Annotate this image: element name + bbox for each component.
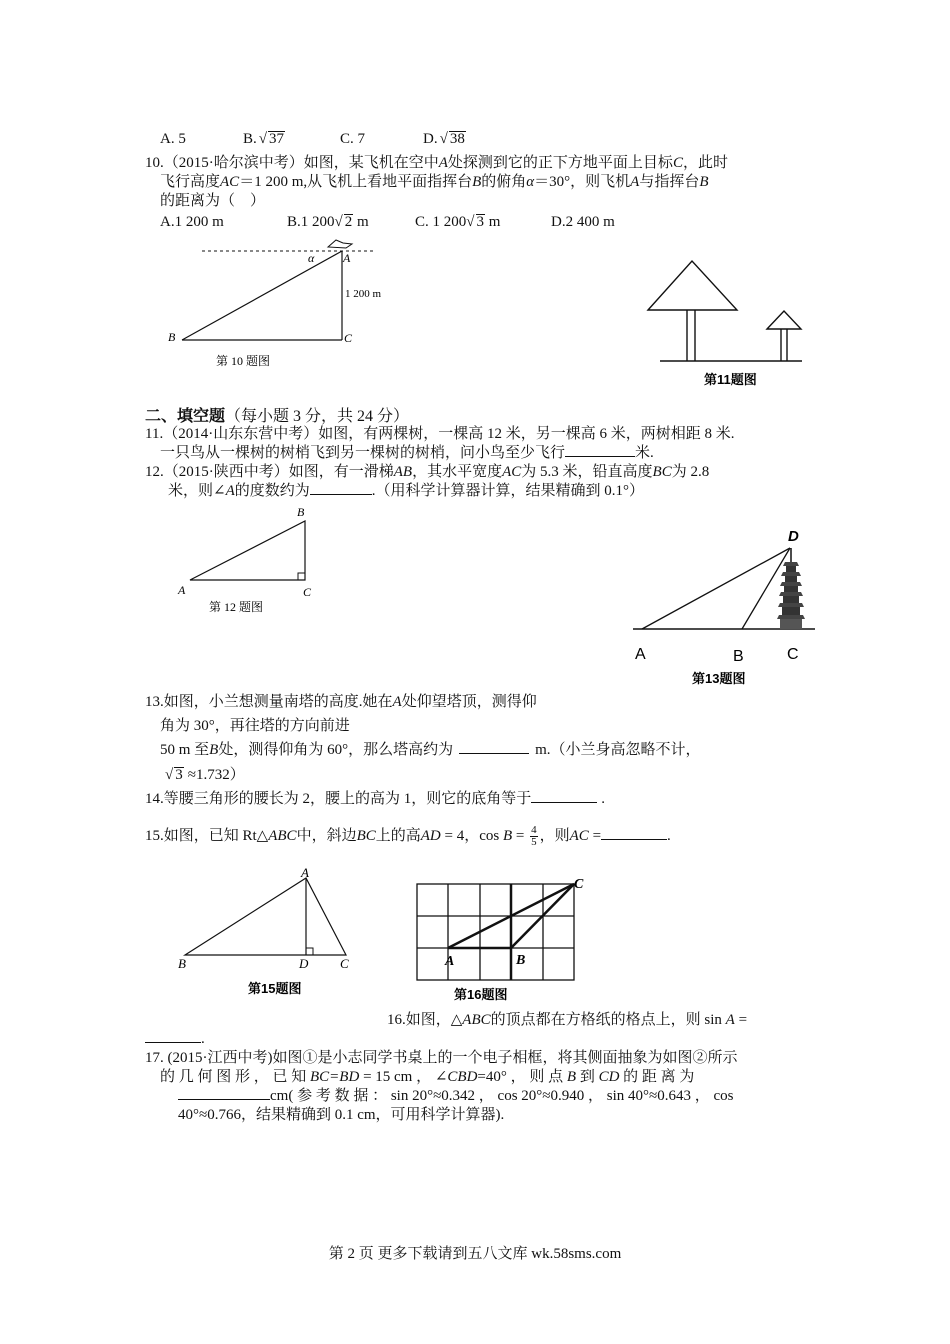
fig13-label-c: C <box>787 646 799 663</box>
fig10-height-label: 1 200 m <box>345 288 382 300</box>
figure-15 <box>175 866 360 1001</box>
q10-option-d: D.2 400 m <box>551 214 615 230</box>
figure-10 <box>160 235 400 375</box>
q9-option-c: C. 7 <box>340 131 366 147</box>
q13-line4: √ 3 ≈1.732） <box>165 767 245 783</box>
fig13-label-d: D <box>788 528 799 545</box>
figure-11 <box>640 255 810 390</box>
figure-16 <box>410 872 595 1007</box>
fig16-caption: 第16题图 <box>454 987 508 1002</box>
fig11-short-tree-crown <box>767 311 801 329</box>
q11-line1: 11.（2014·山东东营中考）如图，有两棵树，一棵高 12 米，另一棵高 6 米，两树相距 8 米. <box>145 426 735 442</box>
q10-option-a: A.1 200 m <box>160 214 224 230</box>
pagoda-icon <box>777 548 805 629</box>
fig12-right-angle-mark <box>298 573 305 580</box>
section-2-heading: 二、填空题（每小题 3 分，共 24 分） <box>145 406 410 425</box>
fig13-caption: 第13题图 <box>692 671 746 686</box>
fig15-right-angle-mark <box>306 948 313 955</box>
q10-option-b: B.1 200√ 2 m <box>287 214 369 230</box>
q17-line4: 40°≈0.766，结果精确到 0.1 cm，可用科学计算器). <box>178 1107 505 1123</box>
q13-line2: 角为 30°，再往塔的方向前进 <box>160 718 350 734</box>
fig16-label-a: A <box>445 954 455 969</box>
fig15-label-c: C <box>340 956 349 971</box>
fig12-label-b: B <box>297 505 305 519</box>
fig12-label-c: C <box>303 585 312 599</box>
q10-line1: 10.（2015·哈尔滨中考）如图，某飞机在空中A处探测到它的正下方地平面上目标C，此时 <box>145 155 728 171</box>
fig11-tall-tree-crown <box>648 261 737 310</box>
airplane-icon <box>328 240 352 248</box>
fig10-caption: 第 10 题图 <box>216 354 271 368</box>
q16-line2: . <box>145 1030 205 1049</box>
fig13-label-a: A <box>635 646 646 663</box>
q12-line2: 米，则∠A的度数约为 .（用科学计算器计算，结果精确到 0.1°） <box>168 483 645 499</box>
fig10-label-b: B <box>168 330 176 344</box>
q9-option-d: D. √ 38 <box>423 131 465 147</box>
q17-line3: cm( 参 考 数 据 ： sin 20°≈0.342 ， cos 20°≈0.940 ， sin 40°≈0.643 ， cos <box>178 1087 734 1106</box>
fig15-label-d: D <box>299 956 309 971</box>
fig10-label-c: C <box>344 331 353 345</box>
q13-line1: 13.如图，小兰想测量南塔的高度.她在A处仰望塔顶，测得仰 <box>145 694 537 710</box>
q11-line2: 一只鸟从一棵树的树梢飞到另一棵树的树梢，问小鸟至少飞行 米. <box>160 445 654 461</box>
q15-fraction: $\frac{4}{5}$ <box>531 824 537 849</box>
q9-option-a: A. 5 <box>160 131 186 147</box>
fig12-triangle <box>190 521 305 580</box>
fig12-caption: 第 12 题图 <box>209 600 264 614</box>
fig16-label-c: C <box>574 877 584 892</box>
fig10-line-ab <box>182 251 342 340</box>
fig10-label-alpha: α <box>308 251 315 265</box>
q9-option-b: B. √ 37 <box>243 131 284 147</box>
page-footer: 第 2 页 更多下载请到五八文库 wk.58sms.com <box>328 1246 622 1262</box>
fig12-label-a: A <box>178 583 186 597</box>
fig15-label-b: B <box>178 956 186 971</box>
q14: 14.等腰三角形的腰长为 2，腰上的高为 1，则它的底角等于 . <box>145 791 606 807</box>
fig15-caption: 第15题图 <box>248 981 302 996</box>
q10-line2: 飞行高度AC＝1 200 m,从飞机上看地平面指挥台B的俯角α＝30°，则飞机A与指挥台B <box>160 174 709 190</box>
fig10-label-a: A <box>343 251 351 265</box>
q10-option-c: C. 1 200√ 3 m <box>415 214 501 230</box>
q17-line1: 17. (2015·江西中考)如图①是小志同学书桌上的一个电子相框，将其侧面抽象为如图②所示 <box>145 1050 738 1066</box>
fig13-line-ad <box>642 548 790 629</box>
figure-12 <box>175 503 325 618</box>
q16-line1: 16.如图，△ABC的顶点都在方格纸的格点上，则 sin A = <box>387 1012 748 1028</box>
q17-line2: 的 几 何 图 形 ， 已 知 BC=BD = 15 cm ， ∠CBD=40° ， 则 点 B 到 CD 的 距 离 为 <box>160 1069 695 1085</box>
q13-line3: 50 m 至B处，测得仰角为 60°，那么塔高约为 m.（小兰身高忽略不计， <box>160 742 701 758</box>
fig11-caption: 第11题图 <box>704 372 757 387</box>
figure-13 <box>630 522 820 692</box>
fig13-label-b: B <box>733 648 744 665</box>
q10-line3: 的距离为（ ） <box>160 193 266 209</box>
fig15-label-a: A <box>301 865 309 880</box>
fig15-triangle <box>185 878 346 955</box>
fig16-grid <box>417 884 574 980</box>
q12-line1: 12.（2015·陕西中考）如图，有一滑梯AB，其水平宽度AC为 5.3 米，铅直高度BC为 2.8 <box>145 464 710 480</box>
q15: 15.如图，已知 Rt△ABC中，斜边BC上的高AD = 4，cos B = $\frac{4}{5}$ ，则AC = . <box>145 824 671 849</box>
fig16-label-b: B <box>516 953 526 968</box>
